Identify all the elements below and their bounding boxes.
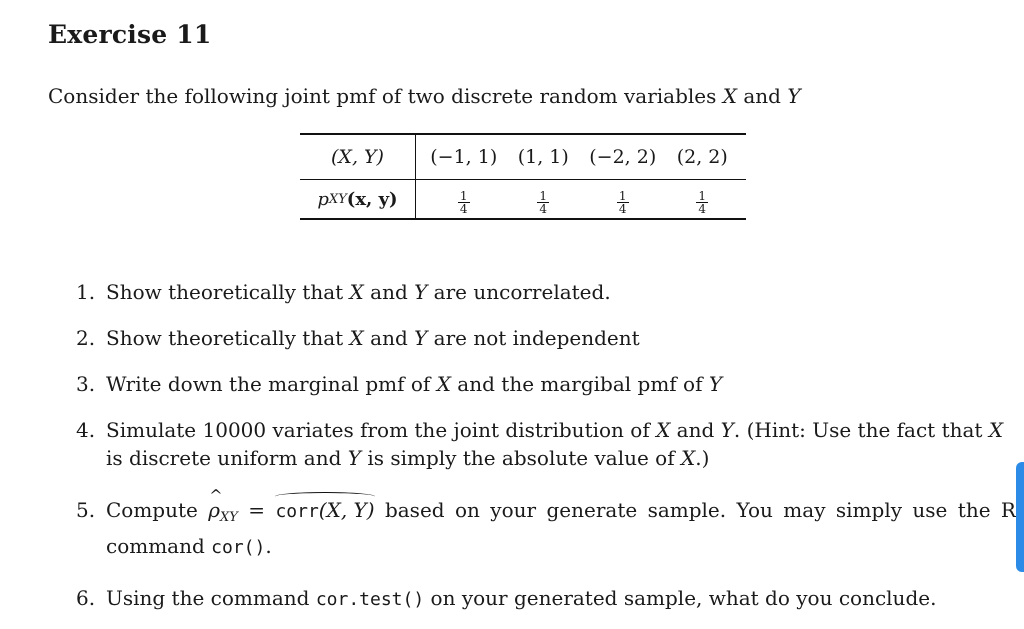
intro-text: Consider the following joint pmf of two discrete random variables X and Y — [48, 84, 801, 108]
side-scroll-handle[interactable] — [1016, 462, 1024, 572]
table-col-3: (−2, 2) — [589, 146, 657, 168]
joint-pmf-table — [300, 133, 746, 220]
table-prob-row — [300, 180, 746, 218]
question-6: 6. Using the command cor.test() on your generated sample, what do you conclude. — [76, 586, 937, 610]
table-prob-1: $\frac{1}{4}$ — [459, 189, 468, 216]
question-4: 4. Simulate 10000 variates from the joint distribution of X and Y. (Hint: Use the fact that X is discrete uniform and Y is simply the absolute value of X.) — [76, 418, 1004, 470]
exercise-title: Exercise 11 — [48, 20, 212, 49]
question-list — [76, 278, 1016, 614]
table-col-1: (−1, 1) — [430, 146, 498, 168]
table-prob-4: $\frac{1}{4}$ — [698, 189, 707, 216]
table-prob-2: $\frac{1}{4}$ — [539, 189, 548, 216]
question-2: 2. Show theoretically that X and Y are not independent — [76, 326, 640, 350]
table-header-row — [300, 135, 746, 180]
table-col-2: (1, 1) — [517, 146, 569, 168]
question-3: 3. Write down the marginal pmf of X and the margibal pmf of Y — [76, 372, 723, 396]
table-prob-3: $\frac{1}{4}$ — [618, 189, 627, 216]
table-col-4: (2, 2) — [676, 146, 728, 168]
table-row-label: p XY (x, y) — [300, 180, 416, 218]
question-5: 5. Compute ^ $\rho_{XY}$ = corr(X, Y) based on your generate sample. You may simply use the R command cor(). — [76, 496, 1016, 562]
question-1: 1. Show theoretically that X and Y are uncorrelated. — [76, 280, 611, 304]
table-header-label: (X, Y) — [300, 135, 416, 179]
